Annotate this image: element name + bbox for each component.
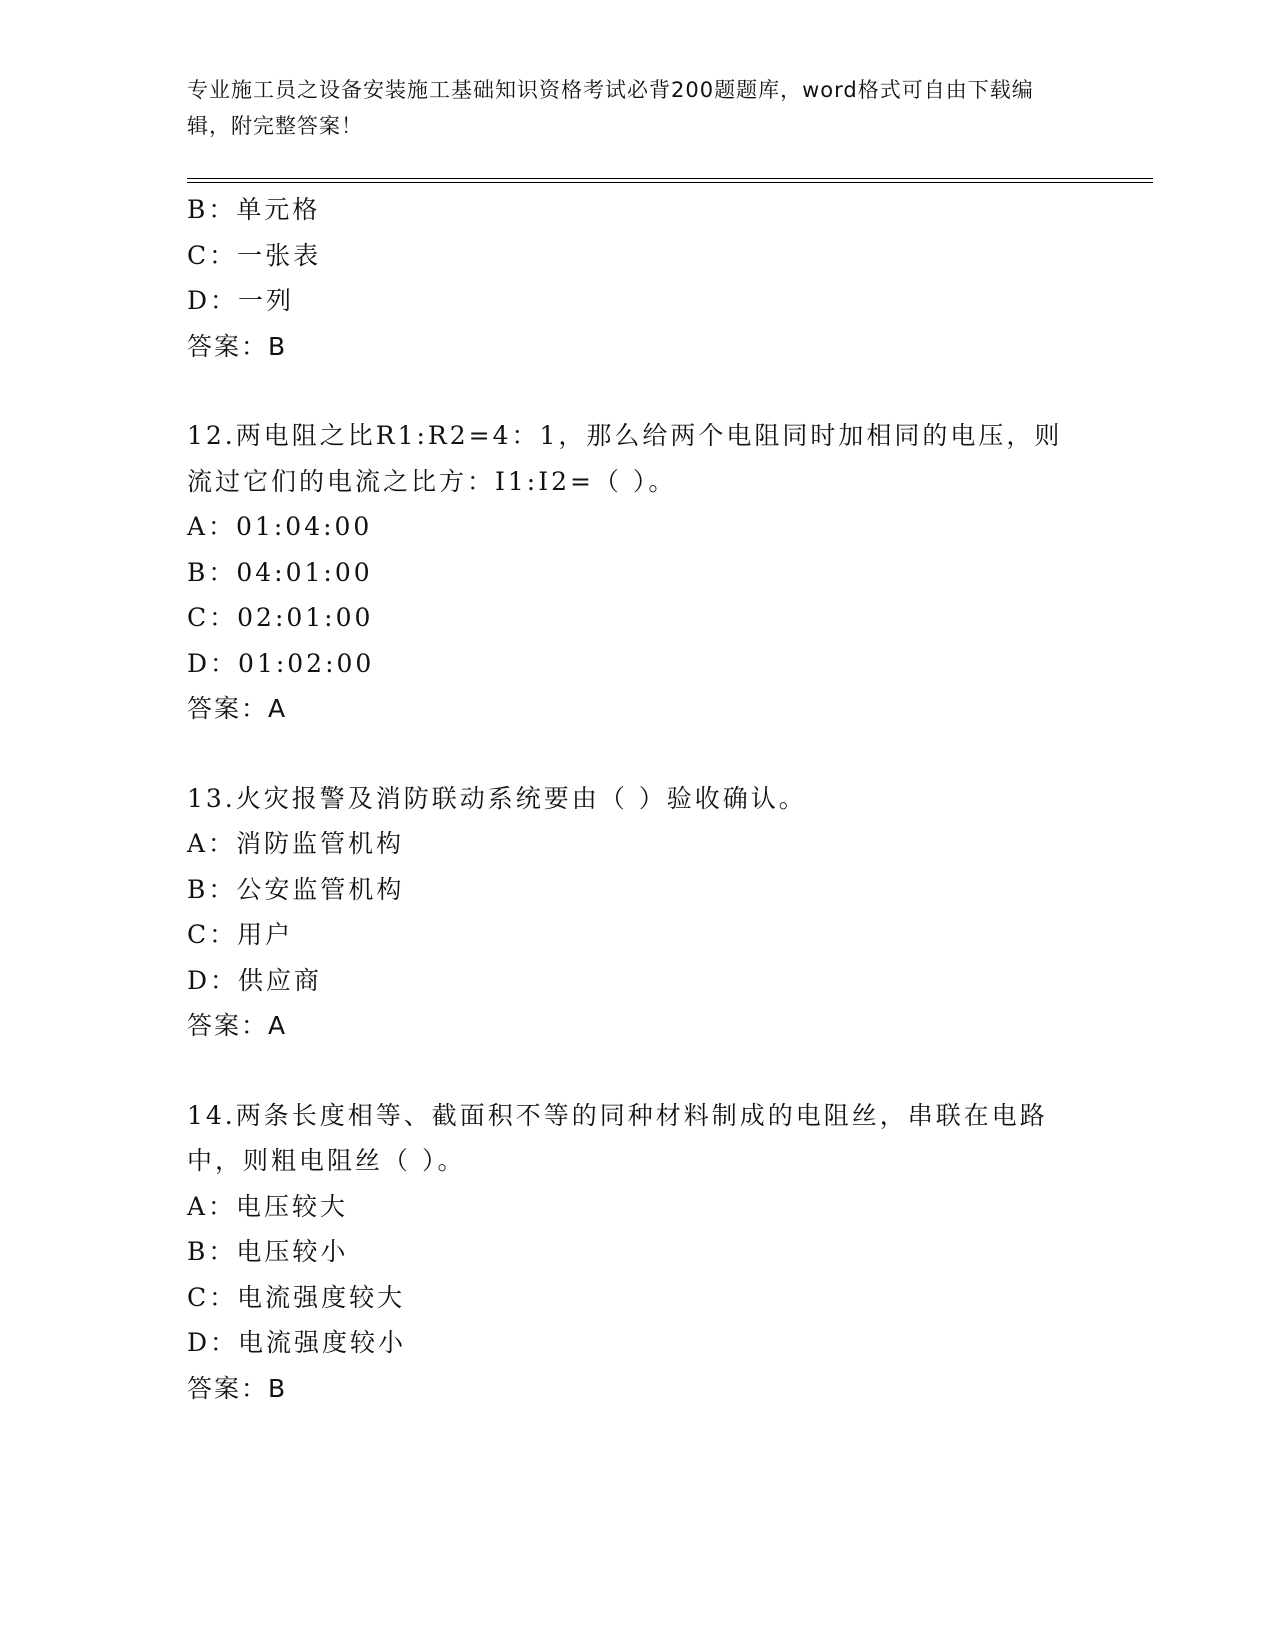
option-d: D：一列 (187, 286, 295, 315)
header-divider (187, 178, 1153, 179)
question-12 (187, 413, 1087, 732)
option-c: C：电流强度较大 (187, 1282, 406, 1312)
question-14 (187, 1093, 1087, 1412)
option-d: D：供应商 (187, 965, 323, 995)
option-d: D：01:02:00 (187, 648, 375, 678)
option-a: A：电压较大 (187, 1191, 349, 1221)
question-list (187, 187, 1087, 1411)
answer-line: 答案：B (187, 331, 288, 361)
answer-line: 答案：B (187, 1373, 288, 1403)
option-c: C：用户 (187, 920, 294, 949)
answer-line: 答案：A (187, 1011, 288, 1040)
answer-line: 答案：A (187, 694, 288, 723)
header-divider-double (187, 182, 1153, 183)
option-b: B：单元格 (187, 195, 321, 224)
option-a: A：消防监管机构 (187, 829, 405, 858)
option-c: C：02:01:00 (187, 603, 374, 632)
option-b: B：电压较小 (187, 1237, 349, 1266)
option-d: D：电流强度较小 (187, 1328, 407, 1357)
option-c: C：一张表 (187, 240, 322, 270)
question-13 (187, 776, 1087, 1049)
document-header: 专业施工员之设备安装施工基础知识资格考试必背200题题库，word格式可自由下载编辑，附完整答案！ (187, 78, 1034, 138)
question-stem: 14.两条长度相等、截面积不等的同种材料制成的电阻丝，串联在电路中，则粗电阻丝（ ）。 (187, 1100, 1048, 1175)
option-a: A：01:04:00 (187, 512, 373, 541)
option-b: B：公安监管机构 (187, 874, 405, 904)
previous-question-tail (187, 187, 1087, 369)
question-stem: 13.火灾报警及消防联动系统要由（ ）验收确认。 (187, 783, 807, 813)
option-b: B：04:01:00 (187, 557, 373, 587)
question-stem: 12.两电阻之比R1:R2=4：1，那么给两个电阻同时加相同的电压，则流过它们的电流之比方：I1:I2=（ ）。 (187, 421, 1063, 496)
